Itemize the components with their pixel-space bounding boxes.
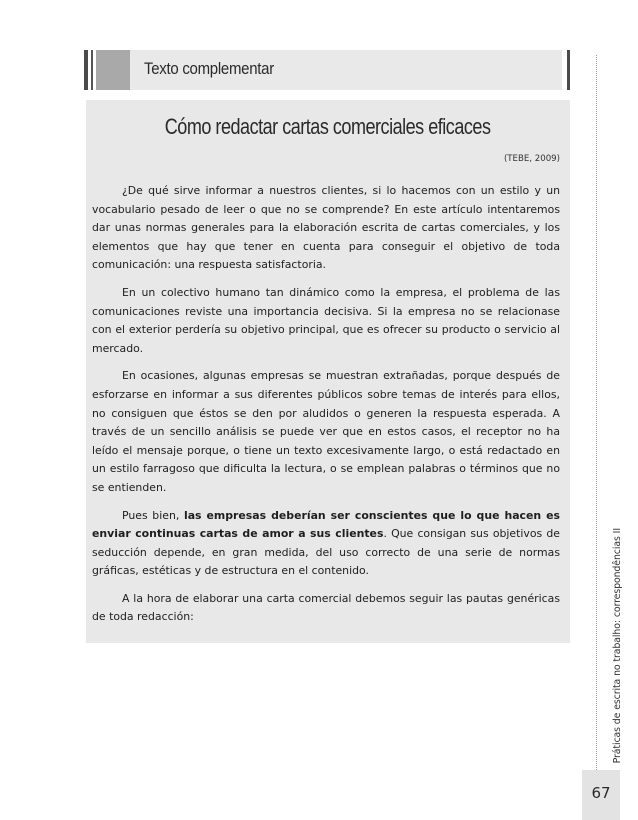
margin-dotted-rule <box>596 55 597 770</box>
paragraph-5: A la hora de elaborar una carta comercial debemos seguir las pautas genéricas de toda redacción: <box>92 591 560 624</box>
header-bar-left <box>84 50 88 90</box>
article-source: (TEBE, 2009) <box>503 154 560 164</box>
page-number-box <box>582 770 620 820</box>
header-bar-right <box>567 50 570 90</box>
article-body <box>92 182 560 636</box>
header-accent-block <box>96 50 130 90</box>
running-title: Práticas de escrita no trabalho: correspondências II <box>612 528 623 764</box>
paragraph-1: ¿De qué sirve informar a nuestros clientes, si lo hacemos con un estilo y un vocabulario pesado de leer o que no se comprende? En este artículo intentaremos dar unas normas generales para la elaboración escrita de cartas comerciales, y los elementos que hay que tener en cuenta para conseguir el objetivo de toda comunicación: una respuesta satisfactoria. <box>92 184 560 272</box>
complementary-text-box <box>86 100 570 643</box>
section-header <box>84 50 570 90</box>
section-label: Texto complementar <box>144 59 274 78</box>
paragraph-2: En un colectivo humano tan dinámico como la empresa, el problema de las comunicaciones reviste una importancia decisiva. Si la empresa no se relacionase con el exterior perdería su objetivo principal, que es ofrecer su producto o servicio al mercado. <box>92 285 560 355</box>
header-bar-left-thin <box>91 50 93 90</box>
paragraph-3: En ocasiones, algunas empresas se muestran extrañadas, porque después de esforzarse en informar a sus diferentes públicos sobre temas de interés para ellos, no consiguen que éstos se den por aludidos o generen la respuesta esperada. A través de un sencillo análisis se puede ver que en estos casos, el receptor no ha leído el mensaje porque, o tiene un texto excesivamente largo, o está redactado en un estilo farragoso que dificulta la lectura, o se emplean palabras o términos que no se entienden. <box>92 369 560 494</box>
paragraph-4: Pues bien, las empresas deberían ser conscientes que lo que hacen es enviar continuas cartas de amor a sus clientes. Que consigan sus objetivos de seducción depende, en gran medida, del uso correcto de una serie de normas gráficas, estéticas y de estructura en el contenido. <box>92 508 560 578</box>
article-title: Cómo redactar cartas comerciales eficaces <box>165 114 491 139</box>
emphasized-text: las empresas deberían ser conscientes que lo que hacen es enviar continuas cartas de amor a sus clientes <box>92 508 560 541</box>
page-number: 67 <box>591 784 611 802</box>
